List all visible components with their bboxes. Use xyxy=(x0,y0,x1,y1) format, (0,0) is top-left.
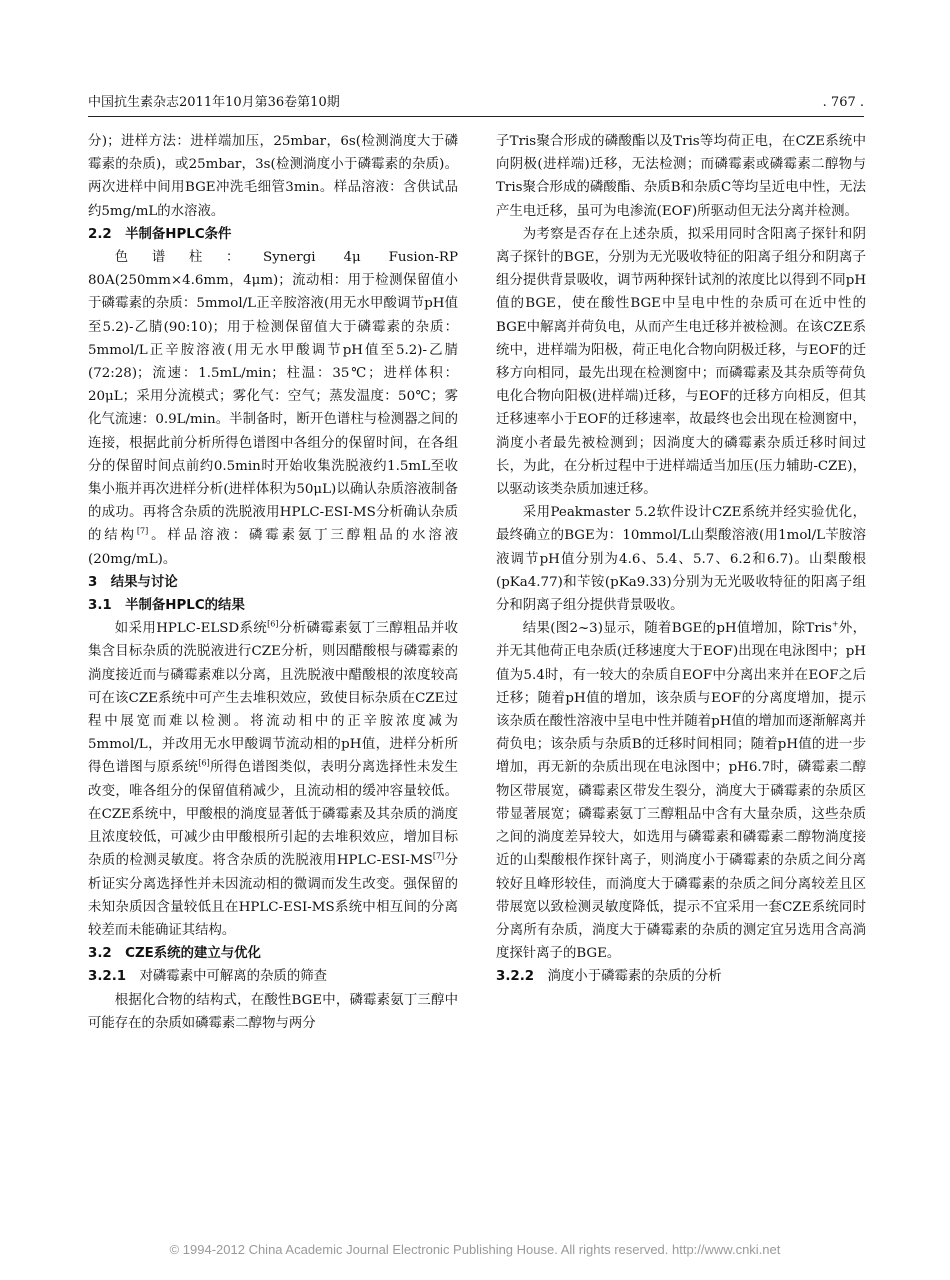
citation-6: [6] xyxy=(267,619,279,629)
citation-7: [7] xyxy=(432,851,445,861)
text-run: 如采用HPLC-ELSD系统 xyxy=(114,621,268,637)
journal-title: 中国抗生素杂志2011年10月第36卷第10期 xyxy=(88,95,340,110)
paragraph-injection-method: 分)；进样方法：进样端加压，25mbar，6s(检测淌度大于磷霉素的杂质)，或25mbar，3s(检测淌度小于磷霉素的杂质)。两次进样中间用BGE冲洗毛细管3min。样品溶液：含供试品约5mg/mL的水溶液。 xyxy=(88,134,458,219)
heading-3-1: 3.1 半制备HPLC的结果 xyxy=(88,598,245,614)
heading-number: 3.2.2 xyxy=(496,969,535,985)
header-rule xyxy=(88,116,864,117)
text-run: 所得色谱图类似，表明分离选择性未发生改变，唯各组分的保留值稍减少，且流动相的缓冲容量较低。在CZE系统中，甲酸根的淌度显著低于磷霉素及其杂质的淌度且浓度较低，可减少由甲酸根所引起的去堆积效应，增加目标杂质的检测灵敏度。将含杂质的洗脱液用HPLC-ESI-MS xyxy=(88,760,459,869)
paragraph-results xyxy=(496,617,866,965)
paragraph-peakmaster: 采用Peakmaster 5.2软件设计CZE系统并经实验优化，最终确立的BGE为：10mmol/L山梨酸溶液(用1mol/L苄胺溶液调节pH值分别为4.6、5.4、5.7、6.2和6.7)。山梨酸根(pKa4.77)和苄铵(pKa9.33)分别为无光吸收特征的阳离子组分和阴离子组分提供背景吸收。 xyxy=(496,505,866,614)
paragraph-hplc-conditions xyxy=(88,246,458,571)
page-number: . 767 . xyxy=(822,95,864,110)
paragraph-impurity-screening: 根据化合物的结构式，在酸性BGE中，磷霉素氨丁三醇中可能存在的杂质如磷霉素二醇物与两分 xyxy=(88,992,458,1031)
heading-2-2: 2.2 半制备HPLC条件 xyxy=(88,226,232,242)
text-run: 外，并无其他荷正电杂质(迁移速度大于EOF)出现在电泳图中；pH值为5.4时，有一较大的杂质自EOF中分离出来并在EOF之后迁移；随着pH值的增加，该杂质与EOF的分离度增加，提示该杂质在酸性溶液中呈电中性并随着pH值的增加而逐渐解离并荷负电；该杂质与杂质B的迁移时间相同；随着pH值的进一步增加，再无新的杂质出现在电泳图中；pH6.7时，磷霉素二醇物区带展宽，磷霉素区带发生裂分，淌度大于磷霉素的杂质区带显著展宽；磷霉素氨丁三醇粗品中含有大量杂质，这些杂质之间的淌度差异较大，如选用与磷霉素和磷霉素二醇物淌度接近的山梨酸根作探针离子，则淌度小于磷霉素的杂质之间分离较好且峰形较佳，而淌度大于磷霉素的杂质之间分离较差且区带展宽以致检测灵敏度降低，提示不宜采用一套CZE系统同时分离所有杂质，淌度大于磷霉素的杂质的测定宜另选用含高淌度探针离子的BGE。 xyxy=(496,621,866,962)
heading-3-2-1 xyxy=(88,965,458,988)
heading-3-2-2 xyxy=(496,965,866,988)
copyright-footer: © 1994-2012 China Academic Journal Electronic Publishing House. All rights reserved. http://www.cnki.net xyxy=(169,1242,781,1257)
paragraph-continued: 子Tris聚合形成的磷酸酯以及Tris等均荷正电，在CZE系统中向阴极(进样端)迁移，无法检测；而磷霉素或磷霉素二醇物与Tris聚合形成的磷酸酯、杂质B和杂质C等均呈近电中性，无法产生电迁移，虽可为电渗流(EOF)所驱动但无法分离并检测。 xyxy=(496,134,866,219)
text-run: 色谱柱：Synergi 4μ Fusion-RP 80A(250mm×4.6mm，4μm)；流动相：用于检测保留值小于磷霉素的杂质：5mmol/L正辛胺溶液(用无水甲酸调节pH值至5.2)-乙腈(90:10)；用于检测保留值大于磷霉素的杂质：5mmol/L正辛胺溶液(用无水甲酸调节pH值至5.2)-乙腈(72:28)；流速：1.5mL/min；柱温：35℃；进样体积：20μL；采用分流模式；雾化气：空气；蒸发温度：50℃；雾化气流速：0.9L/min。半制备时，断开色谱柱与检测器之间的连接，根据此前分析所得色谱图中各组分的保留时间，在各组分的保留时间点前约0.5min时开始收集洗脱液约1.5mL至收集小瓶并再次进样分析(进样体积为50μL)以确认杂质溶液制备的成功。再将含杂质的洗脱液用HPLC-ESI-MS分析确认杂质的结构 xyxy=(88,250,458,544)
heading-3: 3 结果与讨论 xyxy=(88,574,178,590)
paragraph-hplc-results xyxy=(88,617,458,942)
text-run: 分析磷霉素氨丁三醇粗品并收集含目标杂质的洗脱液进行CZE分析，则因醋酸根与磷霉素的淌度接近而与磷霉素难以分离，且洗脱液中醋酸根的浓度较高可在该CZE系统中可产生去堆积效应，致使目标杂质在CZE过程中展宽而难以检测。将流动相中的正辛胺浓度减为5mmol/L，并改用无水甲酸调节流动相的pH值，进样分析所得色谱图与原系统 xyxy=(88,621,458,776)
left-column xyxy=(88,130,458,1035)
heading-number: 3.2.1 xyxy=(88,969,127,985)
text-run: 。样品溶液：磷霉素氨丁三醇粗品的水溶液(20mg/mL)。 xyxy=(88,528,459,567)
citation-6: [6] xyxy=(198,759,210,769)
text-run: 分析证实分离选择性并未因流动相的微调而发生改变。强保留的未知杂质因含量较低且在HPLC-ESI-MS系统中相互间的分离较差而未能确证其结构。 xyxy=(88,853,458,938)
heading-text: 对磷霉素中可解离的杂质的筛查 xyxy=(126,969,327,985)
superscript-plus: + xyxy=(831,619,839,629)
paragraph-probe-design: 为考察是否存在上述杂质，拟采用同时含阳离子探针和阴离子探针的BGE，分别为无光吸收特征的阳离子组分和阴离子组分提供背景吸收，调节两种探针试剂的浓度比以得到不同pH值的BGE，使在酸性BGE中呈电中性的杂质可在近中性的BGE中解离并荷负电，从而产生电迁移并被检测。在该CZE系统中，进样端为阳极，荷正电化合物向阴极迁移，与EOF的迁移方向相同，最先出现在检测窗中；而磷霉素及其杂质等荷负电化合物向阳极(进样端)迁移，与EOF的迁移方向相反，但其迁移速率小于EOF的迁移速率，故最终也会出现在检测窗中，淌度小者最先被检测到；因淌度大的磷霉素杂质迁移时间过长，为此，在分析过程中于进样端适当加压(压力辅助-CZE)，以驱动该类杂质加速迁移。 xyxy=(496,226,866,498)
text-run: 结果(图2~3)显示，随着BGE的pH值增加，除Tris xyxy=(522,621,832,637)
heading-3-2: 3.2 CZE系统的建立与优化 xyxy=(88,946,261,962)
heading-text: 淌度小于磷霉素的杂质的分析 xyxy=(534,969,722,985)
citation-7: [7] xyxy=(136,526,149,536)
right-column xyxy=(496,130,866,989)
running-header xyxy=(88,92,864,114)
